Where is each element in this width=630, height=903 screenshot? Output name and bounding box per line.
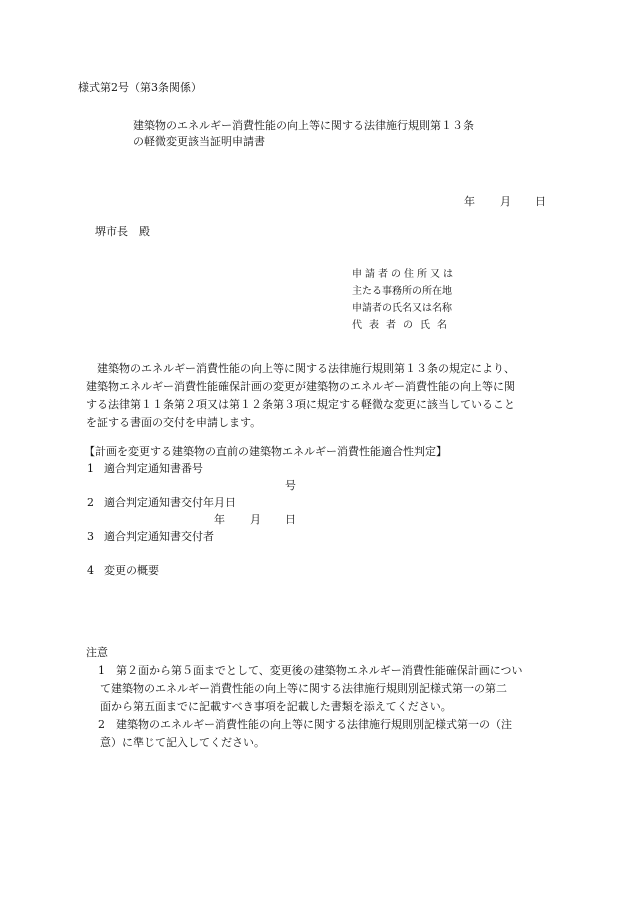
date-day: 日 [535,195,546,208]
item-4-label: 変更の概要 [104,564,159,577]
title-line-1: 建築物のエネルギー消費性能の向上等に関する法律施行規則第１３条 [133,119,474,132]
item-date-day: 日 [285,513,296,526]
note-2-line-1: 2 建築物のエネルギー消費性能の向上等に関する法律施行規則別記様式第一の（注 [98,718,512,731]
item-1-label: 適合判定通知書番号 [104,462,203,475]
form-number: 様式第2号（第3条関係） [78,81,202,94]
date-month: 月 [500,195,511,208]
applicant-name-label: 申請者の氏名又は名称 [352,303,452,314]
note-2-line-2: 意）に準じて記入してください。 [100,736,265,749]
application-body [86,360,556,432]
body-line-1: 建築物のエネルギー消費性能の向上等に関する法律施行規則第１３条の規定により、 [97,362,515,375]
body-line-2: 建築物エネルギー消費性能確保計画の変更が建築物のエネルギー消費性能の向上等に関 [86,380,515,393]
note-1-line-3: 面から第五面までに記載すべき事項を記載した書類を添えてください。 [100,700,452,713]
item-4-number: 4 [87,564,94,577]
number-suffix: 号 [285,479,296,492]
applicant-address-label-2: 主たる事務所の所在地 [352,286,452,297]
item-3-number: 3 [87,530,94,543]
date-year: 年 [464,195,475,208]
body-line-3: する法律第１１条第２項又は第１２条第３項に規定する軽微な変更に該当していること [86,398,515,411]
note-1-line-1: 1 第２面から第５面までとして、変更後の建築物エネルギー消費性能確保計画につい [98,664,523,677]
item-3-label: 適合判定通知書交付者 [104,530,214,543]
item-date-month: 月 [250,513,261,526]
item-2-number: 2 [87,496,94,509]
note-1-line-2: て建築物のエネルギー消費性能の向上等に関する法律施行規則別記様式第一の第二 [100,682,507,695]
item-2-label: 適合判定通知書交付年月日 [104,496,236,509]
body-line-4: を証する書面の交付を申請します。 [86,416,262,429]
addressee: 堺市長 殿 [95,225,150,238]
notes-heading: 注意 [86,646,108,659]
representative-label: 代表者の氏名 [352,320,454,331]
item-date-year: 年 [214,513,225,526]
section-heading: 【計画を変更する建築物の直前の建築物エネルギー消費性能適合性判定】 [84,445,447,458]
applicant-address-label-1: 申請者の住所又は [352,269,456,280]
title-line-2: の軽微変更該当証明申請書 [133,135,265,148]
item-1-number: 1 [87,462,94,475]
